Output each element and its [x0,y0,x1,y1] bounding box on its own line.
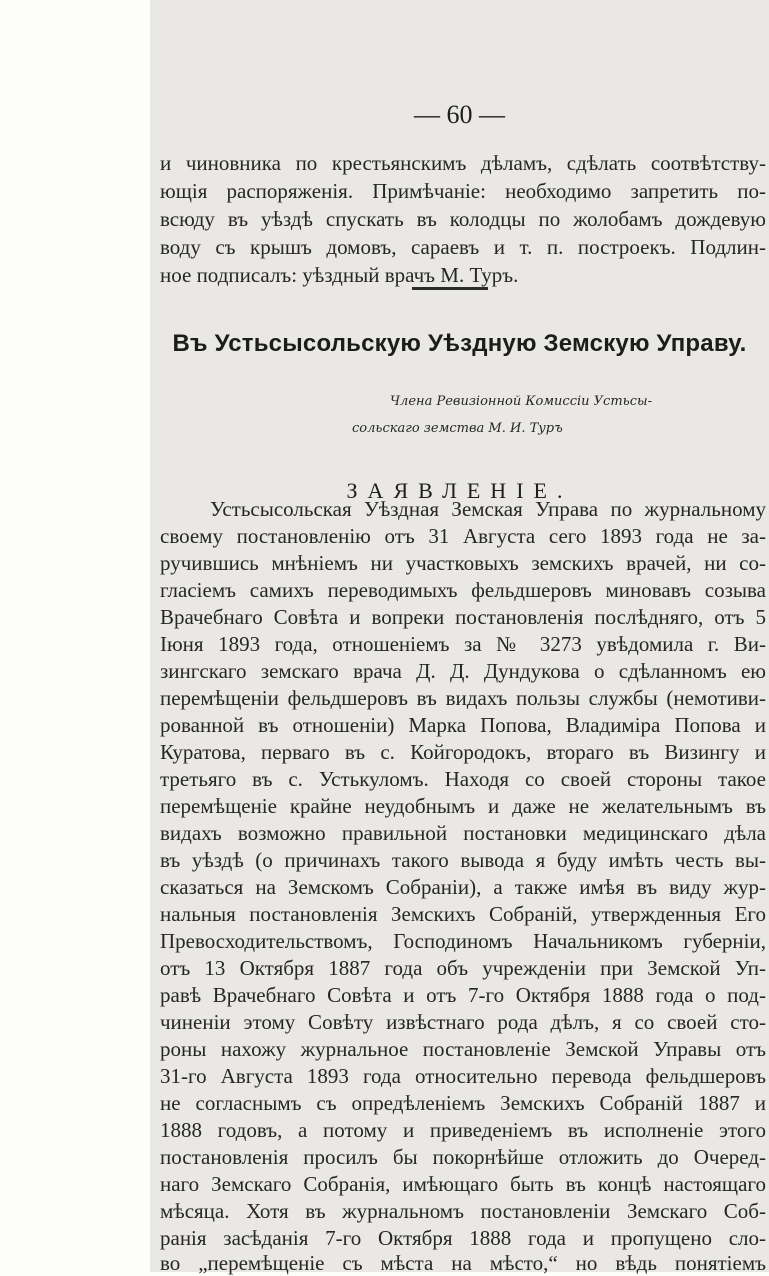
body-line: третьяго въ с. Устькуломъ. Находя со своей стороны такое [160,767,766,791]
body-line: сказаться на Земскомъ Собраніи), а также имѣя въ виду жур- [160,875,766,899]
body-line: отъ 13 Октября 1887 года объ учрежденіи при Земской Уп- [160,956,766,980]
body-line: Устьсысольская Уѣздная Земская Управа по журнальному [210,497,766,521]
body-line: 31-го Августа 1893 года относительно перевода фельдшеровъ [160,1064,766,1088]
intro-line: ное подписалъ: уѣздный врачъ М. Туръ. [160,263,519,287]
body-line: своему постановленію отъ 31 Августа сего 1893 года не за- [160,524,766,548]
intro-line: и чиновника по крестьянскимъ дѣламъ, сдѣлать соотвѣтству- [160,151,766,175]
body-line: Превосходительствомъ, Господиномъ Начальникомъ губерніи, [160,929,766,953]
intro-line: воду съ крышъ домовъ, сараевъ и т. п. построекъ. Подлин- [160,235,766,259]
body-line: зингскаго земскаго врача Д. Д. Дундукова о сдѣланномъ ею [160,659,766,683]
body-line: равѣ Врачебнаго Совѣта и отъ 7-го Октября 1888 года о под- [160,983,766,1007]
body-line: постановленія просилъ бы покорнѣйше отложить до Очеред- [160,1145,766,1169]
body-line: Куратова, перваго въ с. Койгородокъ, втораго въ Визингу и [160,740,766,764]
body-line: гласіемъ самихъ переводимыхъ фельдшеровъ миновавъ созыва [160,578,766,602]
body-line: ранія засѣданія 7-го Октября 1888 года и пропущено сло- [160,1226,766,1250]
body-line: нальныя постановленія Земскихъ Собраній, утвержденныя Его [160,902,766,926]
body-line: наго Земскаго Собранія, имѣющаго быть въ концѣ настоящаго [160,1172,766,1196]
body-line: перемѣщеніи фельдшеровъ въ видахъ пользы службы (немотиви- [160,686,766,710]
intro-line: всюду въ уѣздѣ спускать въ колодцы по жолобамъ дождевую [160,207,766,231]
body-line: роны нахожу журнальное постановленіе Земской Управы отъ [160,1037,766,1061]
author-line: сольскаго земства М. И. Туръ [352,421,563,436]
page-number: — 60 — [414,100,505,129]
body-line: мѣсяца. Хотя въ журнальномъ постановленіи Земскаго Соб- [160,1199,766,1223]
body-line: въ уѣздѣ (о причинахъ такого вывода я буду имѣть честь вы- [160,848,766,872]
body-line: чиненіи этому Совѣту извѣстнаго рода дѣлъ, я со своей сто- [160,1010,766,1034]
body-line: рованной въ отношеніи) Марка Попова, Владиміра Попова и [160,713,766,737]
body-line: не согласнымъ съ опредѣленіемъ Земскихъ Собраній 1887 и [160,1091,766,1115]
statement-title: ЗАЯВЛЕНІЕ. [346,478,573,503]
body-line: ручившись мнѣніемъ ни участковыхъ земскихъ врачей, ни со- [160,551,766,575]
intro-line: ющія распоряженія. Примѣчаніе: необходимо запретить по- [160,179,766,203]
body-line: во „перемѣщеніе съ мѣста на мѣсто,“ но вѣдь понятіемъ [160,1251,766,1275]
body-line: перемѣщеніе крайне неудобнымъ и даже не желательнымъ въ [160,794,766,818]
body-line: 1888 годовъ, а потому и приведеніемъ въ исполненіе этого [160,1118,766,1142]
body-line: Іюня 1893 года, отношеніемъ за № 3273 увѣдомила г. Ви- [160,632,766,656]
body-line: видахъ возможно правильной постановки медицинскаго дѣла [160,821,766,845]
body-line: Врачебнаго Совѣта и вопреки постановленія послѣдняго, отъ 5 [160,605,766,629]
document-heading: Въ Устьсысольскую Уѣздную Земскую Управу. [172,330,747,357]
author-line: Члена Ревизіонной Комиссіи Устьсы- [390,394,652,409]
section-divider [412,287,488,290]
